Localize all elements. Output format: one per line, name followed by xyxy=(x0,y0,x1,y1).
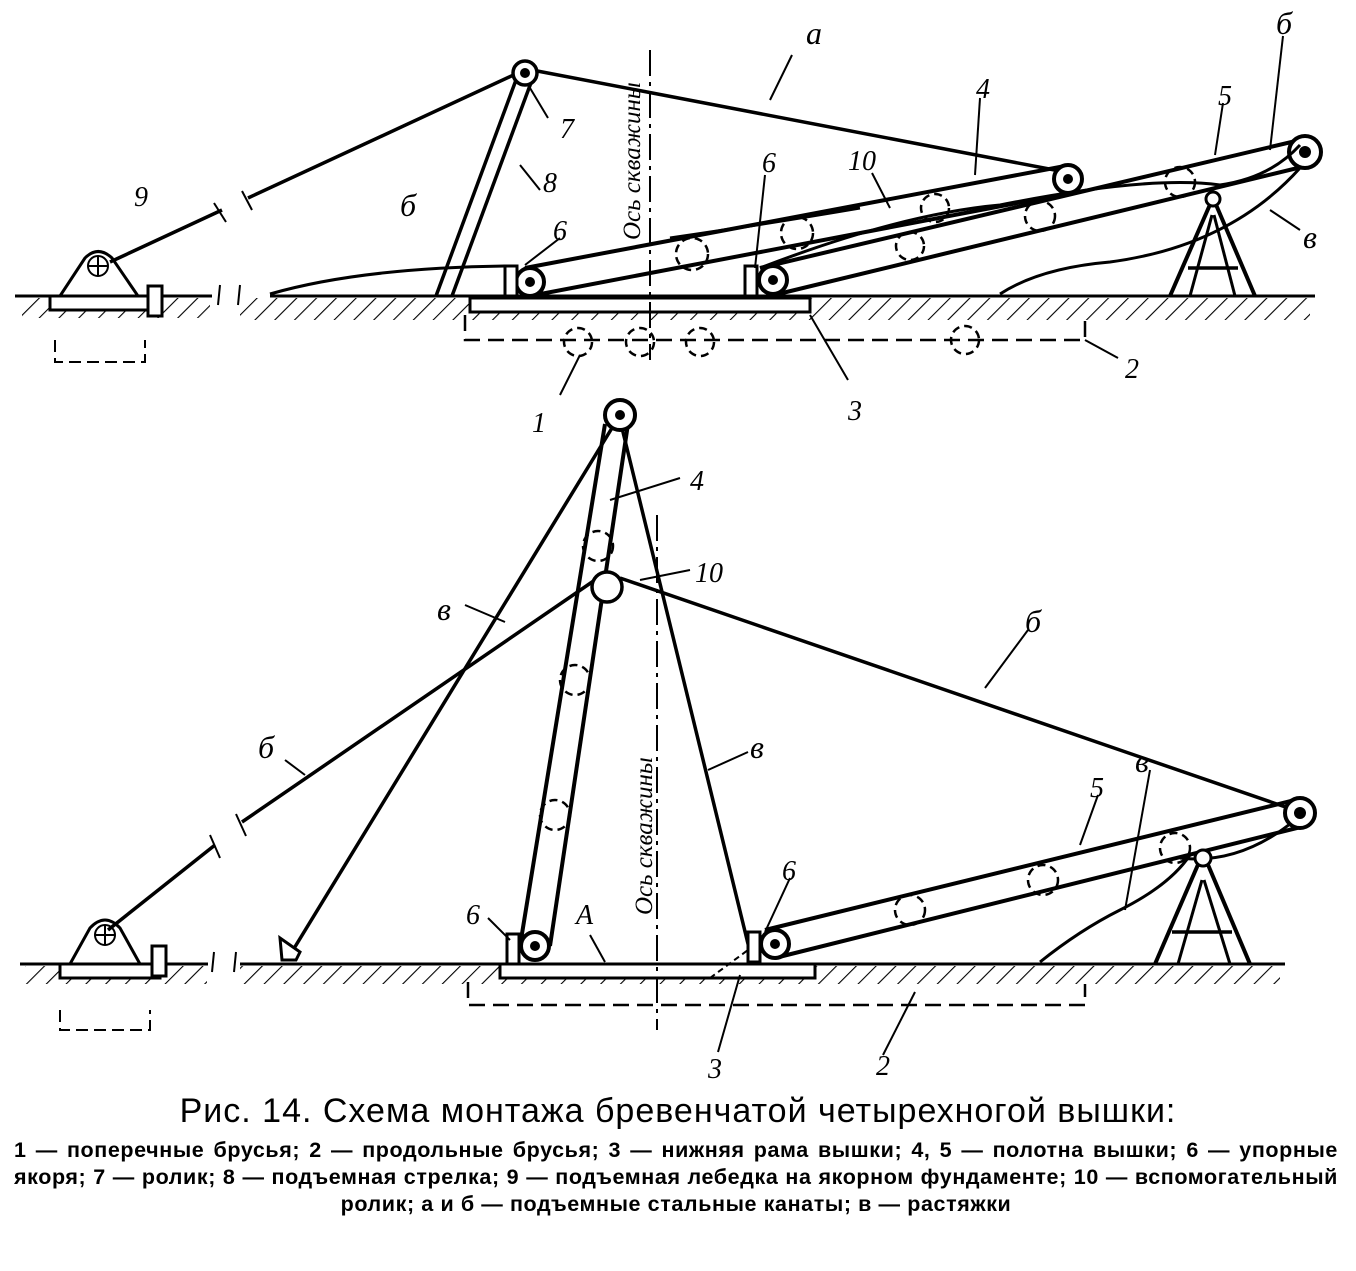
bottom-panel-5 xyxy=(748,798,1315,962)
top-label-well-axis: Ось скважины xyxy=(619,82,646,240)
top-label-cable-a: a xyxy=(806,15,822,51)
top-label-anchor-6a: 6 xyxy=(553,216,567,247)
caption-body: 1 — поперечные брусья; 2 — продольные брусья; 3 — нижняя рама вышки; 4, 5 — полотна вышки; 6 — упорные якоря; 7 — ролик; 8 — подъемная стрелка; 9 — подъемная лебедка на якорном фундаменте; 10 — вспомогательный ролик; а и б — подъемные стальные канаты; в — растяжки xyxy=(14,1138,1338,1216)
top-label-cable-b-left: б xyxy=(400,187,417,223)
top-panel-5 xyxy=(745,136,1321,296)
bottom-label-guy-v-mid: в xyxy=(750,729,764,765)
top-label-beams-1: 1 xyxy=(532,408,546,439)
caption-title: Рис. 14. Схема монтажа бревенчатой четырехногой вышки: xyxy=(179,1092,1177,1130)
top-label-cable-b-right: б xyxy=(1276,5,1293,41)
top-label-frame-3: 3 xyxy=(848,396,862,427)
bottom-label-panel-4: 4 xyxy=(690,466,704,497)
bottom-label-aux-roller-10: 10 xyxy=(695,558,723,589)
top-label-boom-8: 8 xyxy=(543,168,557,199)
bottom-label-guy-v-left: в xyxy=(437,591,451,627)
top-boom-8 xyxy=(436,61,537,296)
top-label-panel-5: 5 xyxy=(1218,81,1232,112)
top-cable-a xyxy=(110,70,1065,262)
bottom-winch xyxy=(60,920,166,1030)
bottom-label-panel-5: 5 xyxy=(1090,773,1104,804)
top-winch xyxy=(50,252,162,363)
top-label-anchor-6b: 6 xyxy=(762,148,776,179)
bottom-label-cable-b-left: б xyxy=(258,729,275,765)
bottom-label-anchor-6-right: 6 xyxy=(782,856,796,887)
bottom-label-well-axis: Ось скважины xyxy=(631,757,658,915)
bottom-cable-b-right xyxy=(620,578,1300,812)
top-diagram xyxy=(15,5,1321,439)
top-label-roller-7: 7 xyxy=(560,114,574,145)
bottom-trestle xyxy=(1155,850,1250,964)
bottom-cable-b-left xyxy=(108,580,595,930)
figure-caption xyxy=(0,1092,1356,1218)
bottom-label-point-a: А xyxy=(576,900,594,931)
top-panel-4 xyxy=(505,165,1082,296)
top-label-guy-v: в xyxy=(1303,219,1317,255)
bottom-panel-4 xyxy=(507,400,635,964)
top-label-beams-2: 2 xyxy=(1125,354,1139,385)
bottom-diagram xyxy=(20,400,1315,1085)
bottom-label-beams-2: 2 xyxy=(876,1051,890,1082)
top-label-winch-9: 9 xyxy=(134,182,148,213)
bottom-label-guy-v-right: в xyxy=(1135,743,1149,779)
bottom-label-frame-3: 3 xyxy=(708,1054,722,1085)
bottom-label-cable-b-right: б xyxy=(1025,603,1042,639)
top-label-aux-roller-10: 10 xyxy=(848,146,876,177)
bottom-label-anchor-6-left: 6 xyxy=(466,900,480,931)
top-label-panel-4: 4 xyxy=(976,74,990,105)
